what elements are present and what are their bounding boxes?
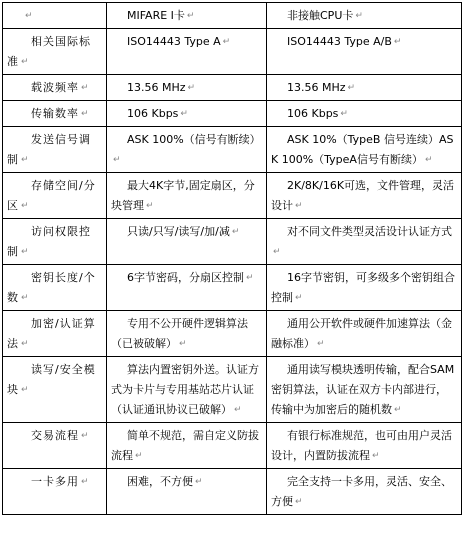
header-cell-cpu: 非接触CPU卡 ↵: [267, 3, 462, 29]
return-arrow-icon: ↵: [21, 201, 29, 211]
cell-cpu-text: 通用公开软件或硬件加速算法（金融标准）: [271, 317, 452, 350]
cell-mifare-text: 算法内置密钥外送。认证方式为卡片与专用基站芯片认证（认证通讯协议已破解）: [111, 363, 259, 416]
return-arrow-icon: ↵: [231, 227, 240, 237]
row-label-text: 交易流程: [31, 429, 79, 442]
return-arrow-icon: ↵: [246, 273, 254, 283]
header-cell-mifare: MIFARE I卡 ↵: [107, 3, 267, 29]
cell-cpu-text: 106 Kbps: [287, 107, 339, 120]
cell-mifare: [107, 173, 267, 219]
cell-cpu-text: ISO14443 Type A/B: [287, 35, 392, 48]
return-arrow-icon: ↵: [424, 155, 433, 165]
return-arrow-icon: ↵: [25, 11, 33, 21]
row-label: [3, 311, 107, 357]
row-label: [3, 469, 107, 515]
cell-cpu: [267, 219, 462, 265]
cell-cpu-text: ASK 10%（TypeB 信号连续）ASK 100%（TypeA信号有断续）: [271, 133, 454, 166]
cell-mifare-text: 最大4K字节,固定扇区，分块管理: [111, 179, 255, 212]
row-label-text: 访问权限控制: [7, 225, 91, 258]
return-arrow-icon: ↵: [340, 109, 348, 119]
cell-cpu: [267, 357, 462, 423]
return-arrow-icon: ↵: [295, 497, 303, 507]
cell-mifare-text: 13.56 MHz: [127, 81, 186, 94]
cell-cpu: [267, 127, 462, 173]
cell-cpu-text: 完全支持一卡多用，灵活、安全、方便: [271, 475, 452, 508]
return-arrow-icon: ↵: [317, 339, 325, 349]
row-label-text: 密钥长度/个数: [7, 271, 96, 304]
cell-mifare-text: 106 Kbps: [127, 107, 179, 120]
return-arrow-icon: ↵: [81, 109, 89, 119]
cell-mifare: [107, 357, 267, 423]
return-arrow-icon: ↵: [372, 451, 380, 461]
cell-mifare: [107, 75, 267, 101]
row-label: [3, 219, 107, 265]
cell-cpu: [267, 423, 462, 469]
row-label: [3, 127, 107, 173]
row-label: [3, 75, 107, 101]
row-label-text: 一卡多用: [31, 475, 79, 488]
row-label: [3, 357, 107, 423]
table-row: [3, 173, 462, 219]
return-arrow-icon: ↵: [273, 247, 281, 257]
return-arrow-icon: ↵: [393, 37, 402, 47]
cell-cpu-text: 2K/8K/16K可选，文件管理，灵活设计: [271, 179, 455, 212]
cell-mifare: [107, 101, 267, 127]
cell-cpu: [267, 101, 462, 127]
return-arrow-icon: ↵: [21, 339, 29, 349]
row-label: [3, 101, 107, 127]
return-arrow-icon: ↵: [21, 247, 29, 257]
return-arrow-icon: ↵: [81, 477, 89, 487]
table-body: [3, 29, 462, 515]
return-arrow-icon: ↵: [355, 11, 363, 21]
row-label: [3, 265, 107, 311]
cell-cpu: [267, 311, 462, 357]
table-row: [3, 357, 462, 423]
cell-mifare: [107, 29, 267, 75]
cell-mifare-text: ISO14443 Type A: [127, 35, 221, 48]
cell-cpu-text: 对不同文件类型灵活设计认证方式: [287, 225, 452, 238]
cell-mifare: [107, 469, 267, 515]
cell-mifare-text: 6字节密码，分扇区控制: [127, 271, 244, 284]
cell-mifare: [107, 423, 267, 469]
table-row: [3, 469, 462, 515]
return-arrow-icon: ↵: [295, 293, 303, 303]
cell-mifare-text: 困难，不方便: [127, 475, 193, 488]
return-arrow-icon: ↵: [81, 431, 89, 441]
table-header-row: [3, 3, 462, 29]
cell-mifare-text: 简单不规范，需自定义防拔流程: [111, 429, 259, 462]
table-row: [3, 265, 462, 311]
cell-mifare-text: 专用不公开硬件逻辑算法（已被破解）: [111, 317, 248, 350]
table-row: [3, 127, 462, 173]
return-arrow-icon: ↵: [21, 57, 29, 67]
row-label-text: 存储空间/分区: [7, 179, 96, 212]
return-arrow-icon: ↵: [21, 155, 29, 165]
cell-cpu-text: 13.56 MHz: [287, 81, 346, 94]
row-label-text: 传输数率: [31, 107, 79, 120]
row-label-text: 加密/认证算法: [7, 317, 96, 350]
cell-cpu: [267, 29, 462, 75]
return-arrow-icon: ↵: [187, 83, 196, 93]
cell-cpu: [267, 265, 462, 311]
comparison-table: [2, 2, 462, 515]
row-label: [3, 29, 107, 75]
cell-cpu: [267, 173, 462, 219]
table-row: [3, 101, 462, 127]
row-label-text: 读写/安全模块: [7, 363, 96, 396]
return-arrow-icon: ↵: [295, 201, 303, 211]
table-row: [3, 75, 462, 101]
return-arrow-icon: ↵: [21, 385, 29, 395]
cell-cpu-text: 16字节密钥，可多级多个密钥组合控制: [271, 271, 455, 304]
row-label: [3, 423, 107, 469]
return-arrow-icon: ↵: [234, 405, 242, 415]
row-label-text: 载波频率: [31, 81, 79, 94]
return-arrow-icon: ↵: [222, 37, 231, 47]
cell-mifare: [107, 265, 267, 311]
return-arrow-icon: ↵: [179, 339, 187, 349]
cell-cpu-text: 通用读写模块透明传输，配合SAM密钥算法，认证在双方卡内部进行，传输中为加密后的随机数: [271, 363, 455, 416]
cell-mifare: [107, 311, 267, 357]
return-arrow-icon: ↵: [394, 405, 402, 415]
row-label-text: 相关国际标准: [7, 35, 91, 68]
table-row: [3, 423, 462, 469]
row-label: [3, 173, 107, 219]
return-arrow-icon: ↵: [21, 293, 29, 303]
return-arrow-icon: ↵: [81, 83, 89, 93]
return-arrow-icon: ↵: [180, 109, 188, 119]
return-arrow-icon: ↵: [347, 83, 356, 93]
table-row: [3, 311, 462, 357]
return-arrow-icon: ↵: [113, 155, 121, 165]
cell-mifare-text: ASK 100%（信号有断续）: [127, 133, 261, 146]
cell-cpu: [267, 75, 462, 101]
cell-mifare: [107, 219, 267, 265]
cell-mifare-text: 只读/只写/读写/加/减: [127, 225, 230, 238]
table-row: [3, 219, 462, 265]
return-arrow-icon: ↵: [135, 451, 143, 461]
cell-cpu-text: 有银行标准规范，也可由用户灵活设计，内置防拔流程: [271, 429, 452, 462]
table-row: [3, 29, 462, 75]
cell-cpu: [267, 469, 462, 515]
cell-mifare: [107, 127, 267, 173]
header-cell-empty: [3, 3, 107, 29]
row-label-text: 发送信号调制: [7, 133, 91, 166]
return-arrow-icon: ↵: [146, 201, 154, 211]
return-arrow-icon: ↵: [186, 11, 195, 21]
return-arrow-icon: ↵: [195, 477, 203, 487]
